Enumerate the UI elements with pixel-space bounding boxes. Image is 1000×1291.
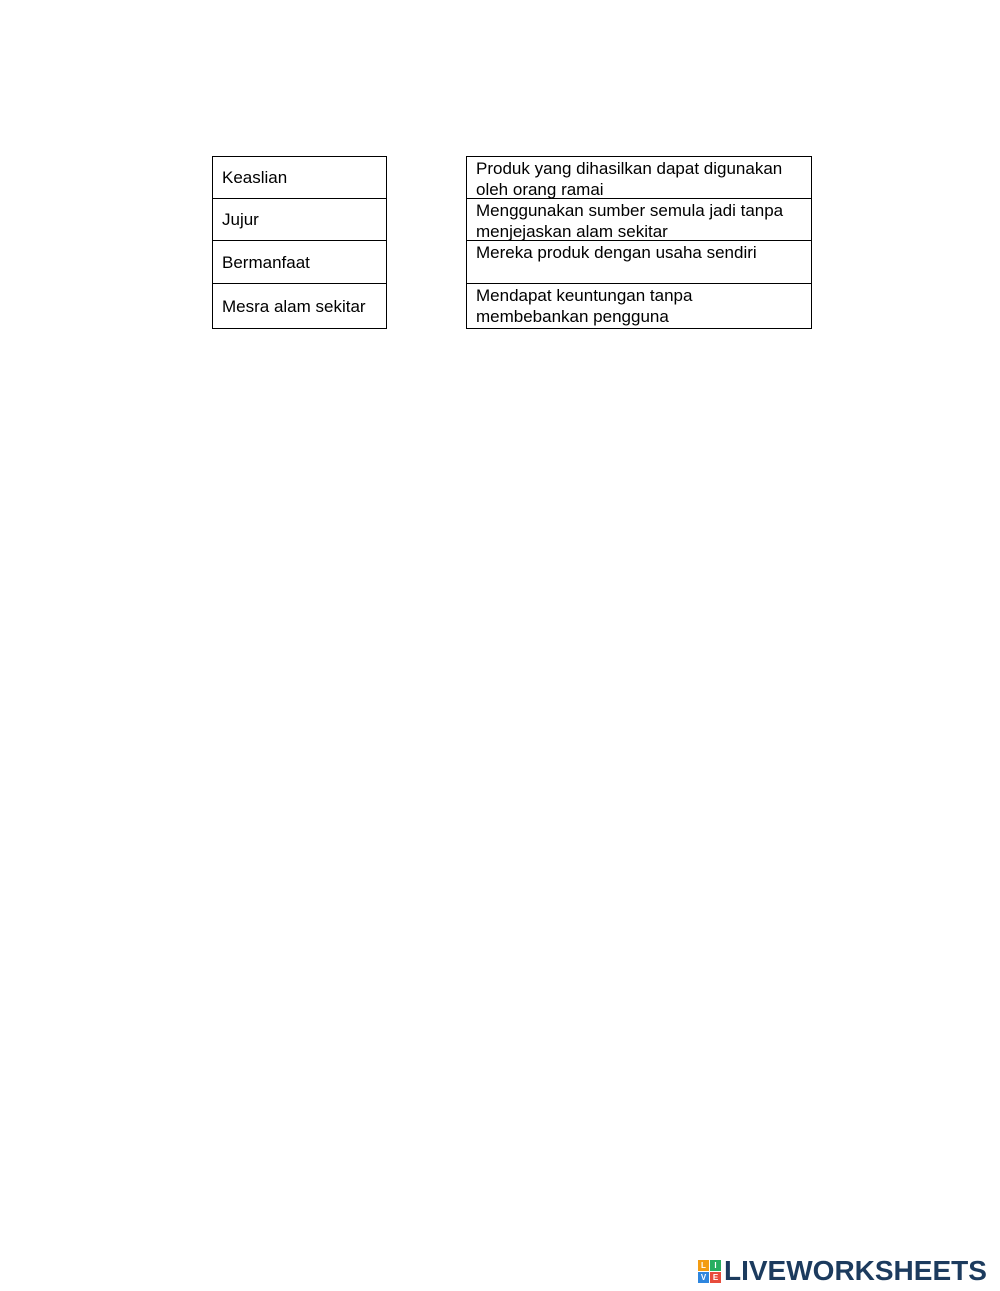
term-label: Bermanfaat	[222, 252, 310, 272]
definition-line: Mendapat keuntungan tanpa	[476, 286, 693, 305]
term-box-jujur[interactable]	[212, 198, 387, 241]
brand-name: LIVEWORKSHEETS	[724, 1255, 987, 1286]
logo-icon	[698, 1260, 721, 1283]
definition-box-4[interactable]	[466, 283, 812, 329]
term-label: Keaslian	[222, 168, 288, 187]
definition-line: menjejaskan alam sekitar	[476, 222, 668, 241]
logo-letter: V	[698, 1272, 709, 1283]
logo-letter: L	[698, 1260, 709, 1271]
term-label: Jujur	[222, 210, 259, 229]
term-box-mesra-alam-sekitar[interactable]	[212, 283, 387, 329]
definition-line: Menggunakan sumber semula jadi tanpa	[476, 201, 784, 220]
term-box-keaslian[interactable]	[212, 156, 387, 199]
definition-line: Produk yang dihasilkan dapat digunakan	[476, 159, 783, 178]
right-column-definitions	[466, 156, 812, 329]
definition-line: membebankan pengguna	[476, 307, 669, 326]
term-box-bermanfaat[interactable]	[212, 240, 387, 284]
definition-line: Mereka produk dengan usaha sendiri	[476, 243, 757, 262]
logo-letter: E	[710, 1272, 721, 1283]
definition-box-2[interactable]	[466, 198, 812, 241]
term-label: Mesra alam sekitar	[222, 296, 366, 316]
definition-line: oleh orang ramai	[476, 180, 604, 199]
definition-box-3[interactable]	[466, 240, 812, 284]
definition-box-1[interactable]	[466, 156, 812, 199]
logo-letter: I	[710, 1260, 721, 1271]
left-column-terms	[212, 156, 387, 329]
liveworksheets-logo	[698, 1255, 987, 1286]
